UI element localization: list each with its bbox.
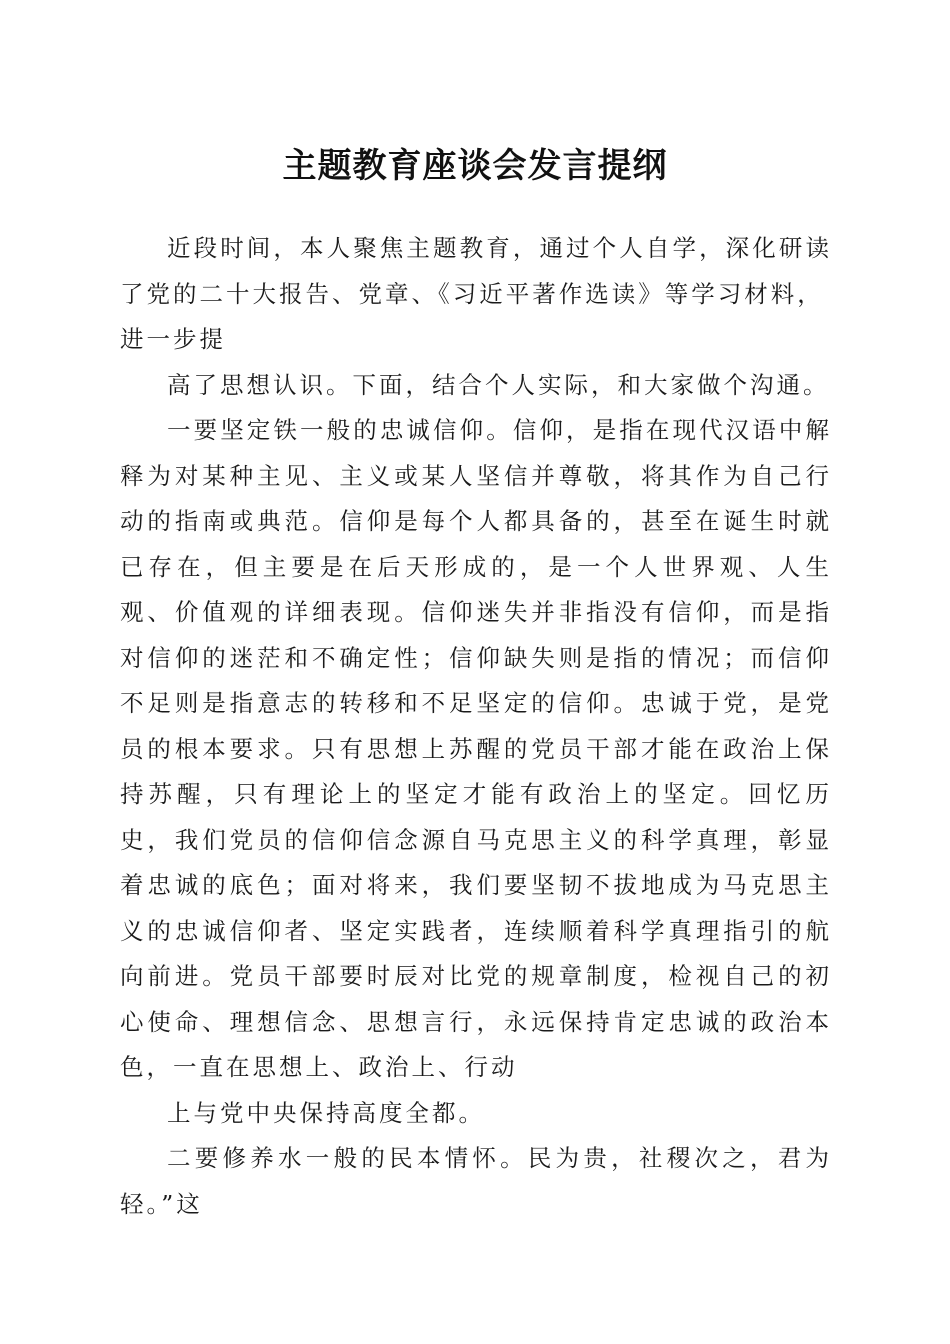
- paragraph-point-one: 一要坚定铁一般的忠诚信仰。信仰，是指在现代汉语中解释为对某种主见、主义或某人坚信并尊敬，将其作为自己行动的指南或典范。信仰是每个人都具备的，甚至在诞生时就已存在，但主要是在后天形成的，是一个人世界观、人生观、价值观的详细表现。信仰迷失并非指没有信仰，而是指对信仰的迷茫和不确定性；信仰缺失则是指的情况；而信仰不足则是指意志的转移和不足坚定的信仰。忠诚于党，是党员的根本要求。只有思想上苏醒的党员干部才能在政治上保持苏醒，只有理论上的坚定才能有政治上的坚定。回忆历史，我们党员的信仰信念源自马克思主义的科学真理，彰显着忠诚的底色；面对将来，我们要坚韧不拔地成为马克思主义的忠诚信仰者、坚定实践者，连续顺着科学真理指引的航向前进。党员干部要时辰对比党的规章制度，检视自己的初心使命、理想信念、思想言行，永远保持肯定忠诚的政治本色，一直在思想上、政治上、行动: [120, 416, 832, 1081]
- paragraph-point-one-continued: 上与党中央保持高度全都。: [167, 1098, 485, 1127]
- paragraph-point-two: 二要修养水一般的民本情怀。民为贵，社稷次之，君为轻。”这: [120, 1144, 832, 1218]
- document-title: 主题教育座谈会发言提纲: [282, 146, 668, 186]
- paragraph-intro: 近段时间，本人聚焦主题教育，通过个人自学，深化研读了党的二十大报告、党章、《习近平著作选读》等学习材料， 进一步提: [120, 234, 832, 353]
- document-body: [120, 226, 832, 1227]
- paragraph-intro-continued: 高了思想认识。下面，结合个人实际，和大家做个沟通。: [167, 370, 830, 399]
